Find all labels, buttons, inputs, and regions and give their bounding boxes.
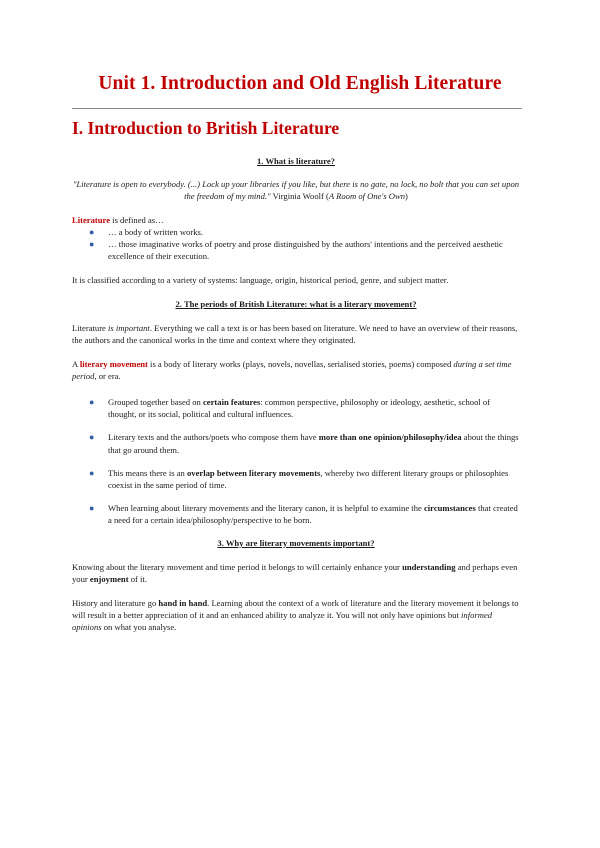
unit-title: Unit 1. Introduction and Old English Literature <box>98 73 502 94</box>
text-run: Literature <box>72 323 109 334</box>
quote-text: "Literature is open to everybody. (...) Lock up your libraries if you like, but there is no gate, no lock, no bolt that you can set upon the freedom of my mind." <box>72 179 520 202</box>
emphasis-text: is important <box>108 323 150 334</box>
text-run: Knowing about the literary movement and time period it belongs to will certainly enhance your <box>72 561 403 572</box>
quote-close: ) <box>405 191 408 202</box>
list-item <box>72 226 520 238</box>
text-run: Literary texts and the authors/poets who compose them have <box>108 432 319 443</box>
text-run: When learning about literary movements and the literary canon, it is helpful to examine the <box>108 502 424 513</box>
text-run: that created a need for a certain idea/philosophy/perspective to be born. <box>108 502 518 525</box>
bold-text: understanding <box>402 561 456 572</box>
emphasis-text: during a set time period <box>72 359 512 382</box>
bullet-icon: ● <box>89 467 95 478</box>
bold-text: circumstances <box>423 502 476 513</box>
list-item-text: … those imaginative works of poetry and prose distinguished by the authors' intentions and the perceived aesthetic excellence of their execution. <box>108 239 503 262</box>
subheading-why-important: 3. Why are literary movements important? <box>217 537 375 548</box>
woolf-quote <box>72 178 520 202</box>
list-item <box>72 396 520 420</box>
definition-text: is defined as… <box>110 215 164 226</box>
text-run: and perhaps even your <box>72 561 518 584</box>
bold-text: more than one opinion/philosophy/idea <box>318 432 462 443</box>
bullet-icon: ● <box>89 227 95 238</box>
text-run: . Everything we call a text is or has been based on literature. We need to have an overview of their reasons, the authors and the canonical works in the time and context where they originated. <box>72 323 518 346</box>
list-item <box>72 431 520 455</box>
text-run: . Learning about the context of a work of literature and the literary movement it belongs to will result in a better appreciation of it and an enhanced ability to analyze it. You will not only have opinions but <box>72 597 519 620</box>
history-paragraph <box>72 597 520 633</box>
bullet-icon: ● <box>89 239 95 250</box>
literary-movement-definition <box>72 358 520 382</box>
bold-text: overlap between literary movements <box>187 467 321 478</box>
definition-term: literary movement <box>79 359 148 370</box>
quote-author: Virginia Woolf ( <box>270 191 329 202</box>
text-run: of it. <box>128 573 147 584</box>
text-run: : common perspective, philosophy or ideology, aesthetic, school of thought, or its social, political and cultural influences. <box>108 397 491 420</box>
document-body <box>72 155 520 633</box>
subheading-what-is-literature: 1. What is literature? <box>257 156 335 166</box>
knowing-paragraph <box>72 561 520 585</box>
text-run: on what you analyse. <box>101 621 177 632</box>
text-run: History and literature go <box>72 597 159 608</box>
text-run: , or era. <box>94 371 121 382</box>
text-run: Grouped together based on <box>108 397 203 408</box>
quote-work: A Room of One's Own <box>328 191 406 202</box>
classification-paragraph: It is classified according to a variety of systems: language, origin, historical period, genre, and subject matter. <box>72 275 449 286</box>
text-run: about the things that go around them. <box>108 432 519 455</box>
list-item <box>72 502 520 526</box>
literature-definition <box>72 214 520 226</box>
list-item <box>72 467 520 491</box>
subheading-periods: 2. The periods of British Literature: what is a literary movement? <box>175 299 417 310</box>
bullet-icon: ● <box>89 432 95 443</box>
section-heading: I. Introduction to British Literature <box>72 118 340 138</box>
list-item <box>72 238 520 262</box>
emphasis-text: informed opinions <box>72 609 493 632</box>
title-divider <box>72 108 522 109</box>
bullet-icon: ● <box>89 502 95 513</box>
text-run: , whereby two different literary groups or philosophies coexist in the same period of time. <box>108 467 509 490</box>
bullet-icon: ● <box>89 397 95 408</box>
bold-text: enjoyment <box>89 573 129 584</box>
bold-text: certain features <box>202 397 261 408</box>
importance-paragraph <box>72 322 520 346</box>
definition-list <box>72 226 520 262</box>
list-item-text: … a body of written works. <box>108 227 203 238</box>
bold-text: hand in hand <box>158 597 208 608</box>
text-run: This means there is an <box>108 467 187 478</box>
text-run: A <box>72 359 80 370</box>
movement-features-list <box>72 396 520 525</box>
text-run: is a body of literary works (plays, novels, novellas, serialised stories, poems) composed <box>147 359 454 370</box>
definition-term: Literature <box>72 215 111 226</box>
